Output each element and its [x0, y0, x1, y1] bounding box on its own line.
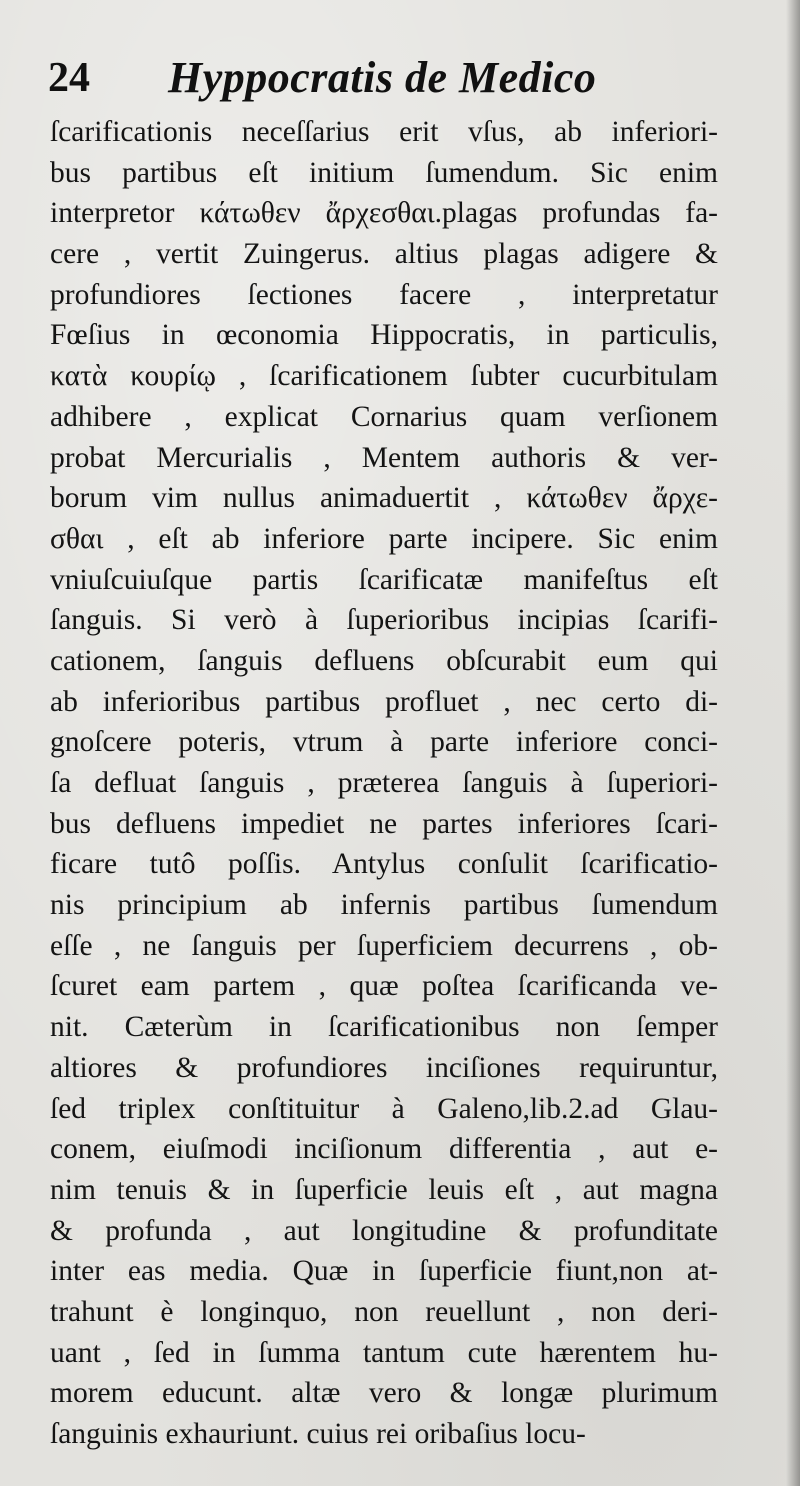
body-text — [50, 112, 718, 1455]
text-line: gnoſcere poteris, vtrum à parte inferiore conci- — [50, 726, 718, 759]
text-line: & profunda , aut longitudine & profunditate — [50, 1214, 718, 1247]
text-line: vniuſcuiuſque partis ſcarificatæ manifeſtus eſt — [50, 563, 718, 596]
text-line: altiores & profundiores inciſiones requiruntur, — [50, 1051, 718, 1084]
text-line: ab inferioribus partibus profluet , nec certo di- — [50, 685, 718, 718]
text-line: bus partibus eſt initium ſumendum. Sic enim — [50, 156, 718, 189]
text-line: Fœſius in œconomia Hippocratis, in particulis, — [50, 319, 718, 352]
text-line: cere , vertit Zuingerus. altius plagas adigere & — [50, 238, 718, 271]
running-title: Hyppocratis de Medico — [168, 53, 597, 102]
text-line: nim tenuis & in ſuperficie leuis eſt , aut magna — [50, 1173, 718, 1206]
running-head — [48, 52, 768, 112]
text-line: uant , ſed in ſumma tantum cute hærentem hu- — [50, 1336, 718, 1369]
text-line: probat Mercurialis , Mentem authoris & ver- — [50, 441, 718, 474]
text-line: adhibere , explicat Cornarius quam verſionem — [50, 400, 718, 433]
text-line: ficare tutô poſſis. Antylus conſulit ſcarificatio- — [50, 848, 718, 881]
text-line: ſcuret eam partem , quæ poſtea ſcarificanda ve- — [50, 970, 718, 1003]
text-line: eſſe , ne ſanguis per ſuperficiem decurrens , ob- — [50, 929, 718, 962]
text-line: interpretor κάτωθεν ἄρχεσθαι.plagas profundas fa- — [50, 197, 718, 230]
text-line: inter eas media. Quæ in ſuperficie fiunt,non at- — [50, 1255, 718, 1288]
text-line: σθαι , eſt ab inferiore parte incipere. Sic enim — [50, 522, 718, 555]
text-line: κατὰ κουρίῳ , ſcarificationem ſubter cucurbitulam — [50, 360, 718, 393]
text-line: borum vim nullus animaduertit , κάτωθεν ἄρχε- — [50, 482, 718, 515]
text-line: trahunt è longinquo, non reuellunt , non deri- — [50, 1295, 718, 1328]
page-edge-shadow — [786, 0, 800, 1486]
text-line: ſa defluat ſanguis , præterea ſanguis à ſuperiori- — [50, 767, 718, 799]
text-line: nit. Cæterùm in ſcarificationibus non ſemper — [50, 1011, 718, 1044]
text-line: ſcarificationis neceſſarius erit vſus, ab inferiori- — [50, 116, 718, 148]
text-line: nis principium ab infernis partibus ſumendum — [50, 889, 718, 922]
text-line: bus defluens impediet ne partes inferiores ſcari- — [50, 807, 718, 840]
text-line: profundiores ſectiones facere , interpretatur — [50, 278, 718, 311]
text-line: conem, eiuſmodi inciſionum differentia , aut e- — [50, 1133, 718, 1166]
text-line: ſanguinis exhauriunt. cuius rei oribaſius locu- — [50, 1418, 586, 1450]
text-line: ſanguis. Si verò à ſuperioribus incipias ſcarifi- — [50, 604, 718, 637]
text-line: cationem, ſanguis defluens obſcurabit eum qui — [50, 644, 718, 677]
page-number: 24 — [48, 55, 90, 101]
text-line: ſed triplex conſtituitur à Galeno,lib.2.ad Glau- — [50, 1092, 718, 1125]
text-line: morem educunt. altæ vero & longæ plurimum — [50, 1377, 718, 1410]
